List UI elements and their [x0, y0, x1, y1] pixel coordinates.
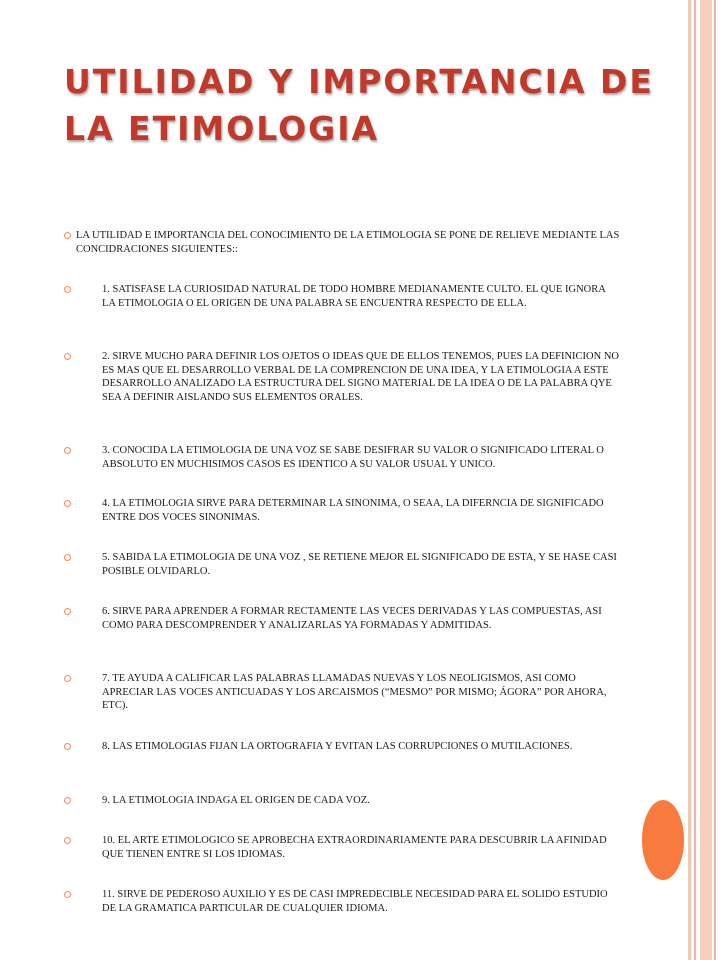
bullet-icon [64, 797, 71, 804]
bullet-icon [64, 447, 71, 454]
bullet-icon [64, 675, 71, 682]
bullet-icon [64, 554, 71, 561]
bullet-icon [64, 891, 71, 898]
item-text: 4. LA ETIMOLOGIA SIRVE PARA DETERMINAR LA SINONIMA, O SEAA, LA DIFERNCIA DE SIGNIFICADO ENTRE DOS VOCES SINONIMAS. [102, 498, 604, 523]
item-text: 5. SABIDA LA ETIMOLOGIA DE UNA VOZ , SE RETIENE MEJOR EL SIGNIFICADO DE ESTA, Y SE HASE CASI POSIBLE OLVIDARLO. [102, 552, 617, 577]
item-text: 3. CONOCIDA LA ETIMOLOGIA DE UNA VOZ SE SABE DESIFRAR SU VALOR O SIGNIFICADO LITERAL O ABSOLUTO EN MUCHISIMOS CASOS ES IDENTICO A SU VALOR USUAL Y UNICO. [102, 445, 604, 470]
bullet-icon [64, 232, 71, 239]
item-text: 1. SATISFASE LA CURIOSIDAD NATURAL DE TODO HOMBRE MEDIANAMENTE CULTO. EL QUE IGNORA LA ETIMOLOGIA O EL ORIGEN DE UNA PALABRA SE ENCUENTRA RESPECTO DE ELLA. [102, 284, 606, 309]
bullet-icon [64, 837, 71, 844]
item-text: 6. SIRVE PARA APRENDER A FORMAR RECTAMENTE LAS VECES DERIVADAS Y LAS COMPUESTAS, ASI COMO PARA DESCOMPRENDER Y ANALIZARLAS YA FORMADAS Y ADMITIDAS. [102, 606, 602, 631]
bullet-icon [64, 286, 71, 293]
bullet-icon [64, 608, 71, 615]
bullet-icon [64, 743, 71, 750]
bullet-icon [64, 353, 71, 360]
item-text: 11. SIRVE DE PEDEROSO AUXILIO Y ES DE CASI IMPREDECIBLE NECESIDAD PARA EL SOLIDO ESTUDIO DE LA GRAMATICA PARTICULAR DE CUALQUIER IDIOMA. [102, 889, 608, 914]
item-text: 2. SIRVE MUCHO PARA DEFINIR LOS OJETOS O IDEAS QUE DE ELLOS TENEMOS, PUES LA DEFINICION NO ES MAS QUE EL DESARROLLO VERBAL DE LA COMPRENCION DE UNA IDEA, Y LA ETIMOLOGIA A ESTE DESARROLLO ANALIZADO LA ESTRUCTURA DEL SIGNO MATERIAL DE LA IDEA O DE LA PALABRA QYE SEA A DEFINIR AISLANDO SUS ELEMENTOS ORALES. [102, 351, 619, 403]
item-text: 9. LA ETIMOLOGIA INDAGA EL ORIGEN DE CADA VOZ. [102, 795, 370, 806]
slide-title: UTILIDAD Y IMPORTANCIA DE LA ETIMOLOGIA [64, 62, 654, 148]
intro-text: LA UTILIDAD E IMPORTANCIA DEL CONOCIMIENTO DE LA ETIMOLOGIA SE PONE DE RELIEVE MEDIANTE LAS CONCIDRACIONES SIGUIENTES:: [76, 230, 620, 255]
item-text: 8. LAS ETIMOLOGIAS FIJAN LA ORTOGRAFIA Y EVITAN LAS CORRUPCIONES O MUTILACIONES. [102, 741, 573, 752]
item-text: 7. TE AYUDA A CALIFICAR LAS PALABRAS LLAMADAS NUEVAS Y LOS NEOLIGISMOS, ASI COMO APRECIAR LAS VOCES ANTICUADAS Y LOS ARCAISMOS (“MESMO” POR MISMO; ÁGORA” POR AHORA, ETC). [102, 673, 607, 711]
item-text: 10. EL ARTE ETIMOLOGICO SE APROBECHA EXTRAORDINARIAMENTE PARA DESCUBRIR LA AFINIDAD QUE TIENEN ENTRE SI LOS IDIOMAS. [102, 835, 607, 860]
bullet-icon [64, 500, 71, 507]
